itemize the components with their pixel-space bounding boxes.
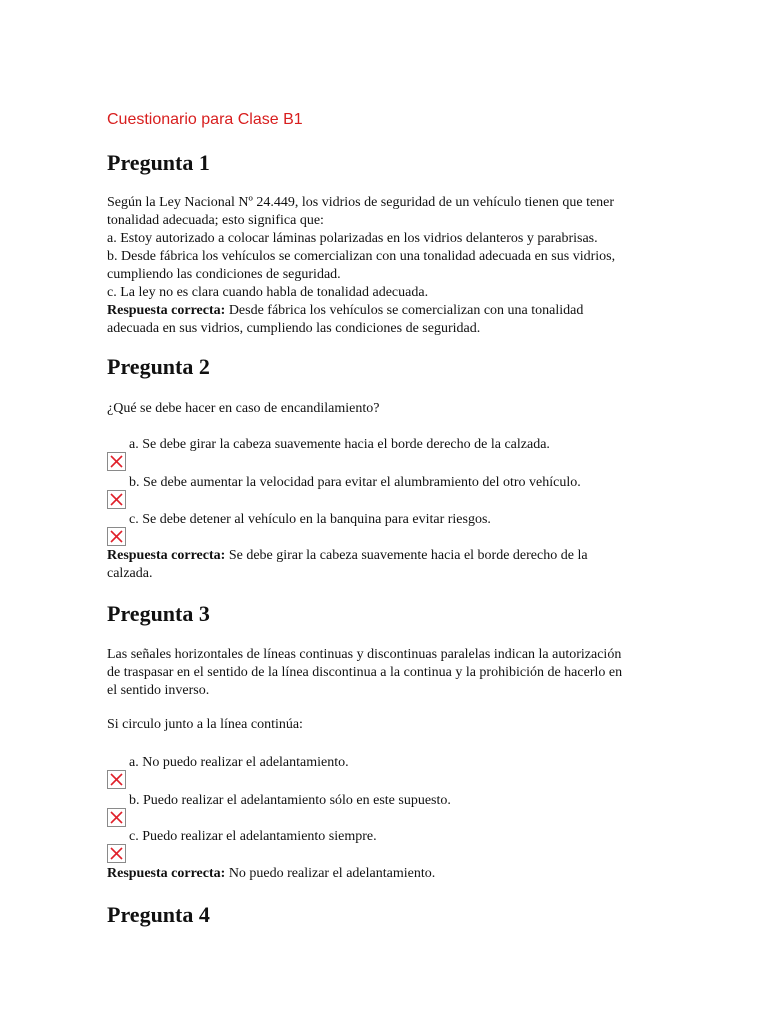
question-3-option-b: b. Puedo realizar el adelantamiento sólo en este supuesto.	[129, 793, 451, 808]
question-2-answer-text: Se debe girar la cabeza suavemente hacia el borde derecho de la	[228, 548, 588, 563]
question-2-option-b: b. Se debe aumentar la velocidad para evitar el alumbramiento del otro vehículo.	[129, 475, 581, 490]
question-3-answer-block	[107, 865, 667, 883]
question-1-answer-cont: adecuada en sus vidrios, cumpliendo las condiciones de seguridad.	[107, 321, 481, 336]
question-3-text: Si circulo junto a la línea continúa:	[107, 717, 303, 732]
question-3-option-a: a. No puedo realizar el adelantamiento.	[129, 755, 349, 770]
question-1-body	[107, 194, 667, 338]
question-1-option-a: a. Estoy autorizado a colocar láminas polarizadas en los vidrios delanteros y parabrisas.	[107, 231, 598, 246]
question-1-text-line: tonalidad adecuada; esto significa que:	[107, 213, 324, 228]
broken-image-x-icon	[107, 808, 126, 827]
answer-label: Respuesta correcta:	[107, 866, 226, 881]
question-2-text: ¿Qué se debe hacer en caso de encandilamiento?	[107, 401, 380, 416]
question-1-option-b-cont: cumpliendo las condiciones de seguridad.	[107, 267, 341, 282]
question-3-intro-line: el sentido inverso.	[107, 683, 210, 698]
question-3-prompt	[107, 716, 667, 734]
question-3-answer-text: No puedo realizar el adelantamiento.	[228, 866, 436, 881]
question-1-heading: Pregunta 1	[107, 150, 210, 175]
question-2-heading: Pregunta 2	[107, 354, 210, 379]
question-3-intro	[107, 646, 667, 700]
answer-label: Respuesta correcta:	[107, 303, 226, 318]
question-4-heading: Pregunta 4	[107, 902, 210, 927]
question-3-intro-line: Las señales horizontales de líneas continuas y discontinuas paralelas indican la autorización	[107, 647, 622, 662]
question-3-option-c: c. Puedo realizar el adelantamiento siempre.	[129, 829, 377, 844]
broken-image-x-icon	[107, 490, 126, 509]
question-3-heading: Pregunta 3	[107, 601, 210, 626]
answer-label: Respuesta correcta:	[107, 548, 226, 563]
question-1-option-b: b. Desde fábrica los vehículos se comercializan con una tonalidad adecuada en sus vidrios,	[107, 249, 616, 264]
question-2-answer-cont: calzada.	[107, 566, 153, 581]
question-2-option-a: a. Se debe girar la cabeza suavemente hacia el borde derecho de la calzada.	[129, 437, 550, 452]
question-3-answer	[107, 865, 667, 883]
broken-image-x-icon	[107, 844, 126, 863]
question-1-answer	[107, 302, 667, 320]
question-2-option-c: c. Se debe detener al vehículo en la banquina para evitar riesgos.	[129, 512, 491, 527]
question-2-answer	[107, 547, 667, 565]
question-2-prompt	[107, 400, 667, 418]
document-title: Cuestionario para Clase B1	[107, 111, 303, 128]
question-3-intro-line: de traspasar en el sentido de la línea discontinua a la continua y la prohibición de hacerlo en	[107, 665, 623, 680]
broken-image-x-icon	[107, 452, 126, 471]
question-1-option-c: c. La ley no es clara cuando habla de tonalidad adecuada.	[107, 285, 429, 300]
broken-image-x-icon	[107, 527, 126, 546]
question-1-answer-text: Desde fábrica los vehículos se comercializan con una tonalidad	[228, 303, 584, 318]
broken-image-x-icon	[107, 770, 126, 789]
question-2-answer-block	[107, 547, 667, 583]
question-1-text-line: Según la Ley Nacional Nº 24.449, los vidrios de seguridad de un vehículo tienen que tener	[107, 195, 615, 210]
